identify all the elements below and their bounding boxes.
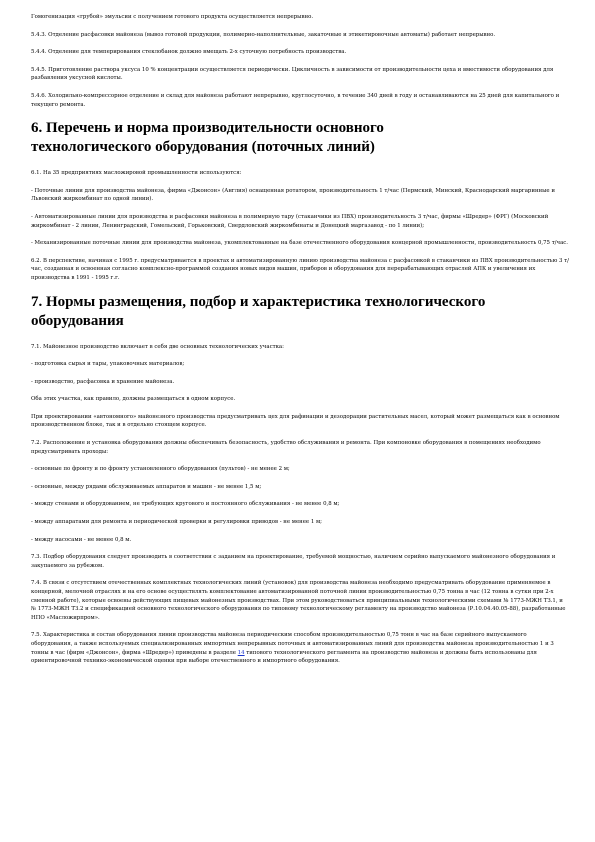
paragraph-homogenization: Гомогенизация «грубой» эмульсии с получением готового продукта осуществляется непрерывно. [31, 14, 314, 20]
paragraph-6-1-schroeder: - Автоматизированные линии для производства и расфасовки майонеза в полимерную тару (стаканчики из ПВХ) производительность 3 т/час, фирмы «Шредер» (ФРГ) (Московский жиркомбинат - 2 линии, Ленинградский, Гомельский, Горьковский, Свердловский жиркомбинаты и Донецкий маргазавод - по 1 линии); [31, 213, 549, 229]
list-item-passage-pumps: - между насосами - не менее 0,8 м. [31, 536, 132, 543]
list-item-passage-walls: - между стенами и оборудованием, не требующих кругового и постоянного обслуживания - не менее 0,8 м; [31, 501, 340, 508]
paragraph-7-1: 7.1. Майонезное производство включает в себя две основных технологических участка: [31, 343, 284, 350]
section-7-heading: 7. Нормы размещения, подбор и характеристика технологического оборудования [31, 293, 486, 329]
paragraph-7-4: 7.4. В связи с отсутствием отечественных комплектных технологических линий (установок) для производства майонеза необходимо предусматривать оборудование применяемое в концерной, мелочной отраслях и на его основе осуществлять комплектование автоматизированной поточной линии производительностью 0,75 тонна в час (12 тонна в сутки при 2-х сменной работе), которые освоены действующих пищевых майонезных производствах. При этом руководствоваться принципиальными технологическими схемами № 1773-МЖН ТЗ.1, и № 1773-МЖН ТЗ.2 и спецификацией основного технологического оборудования по типовому технологическому регламенту на производство майонеза (Р.10.04.40.05-88), разработанные НПО «Масложирпром». [31, 580, 566, 621]
paragraph-7-5-text-end: типового технологического регламента на производство майонеза и должны быть использованы для ориентировочной технико-экономической оценки при выборе отечественного и импортного оборудования. [31, 649, 537, 665]
paragraph-7-2: 7.2. Расположение и установка оборудования должны обеспечивать безопасность, удобство обслуживания и ремонта. При компоновке оборудования в помещениях необходимо предусматривать проходы: [31, 440, 541, 455]
paragraph-6-1: 6.1. На 35 предприятиях масложировой промышленности используются: [31, 170, 242, 177]
section-14-link[interactable]: 14 [237, 649, 245, 656]
paragraph-5-4-4: 5.4.4. Отделение для темперирования стеклобанок должно вмещать 2-х суточную потребность производства. [31, 49, 347, 56]
section-6-heading: 6. Перечень и норма производительности основного технологического оборудования (поточных линий) [31, 120, 384, 156]
paragraph-6-2: 6.2. В перспективе, начиная с 1995 г. предусматривается в проектах и автоматизированную линию производства майонеза с расфасовкой в стаканчики из ПВХ производительностью 3 т/час, созданная и освоенная согласно комплексно-программой создания новых видов машин, приборов и оборудования для перерабатывающих отраслей АПК и увеличения их производства в 1991 - 1995 г.г. [31, 257, 569, 281]
list-item-passage-repair: - между аппаратами для ремонта и периодической проверки и регулировки приводов - не менее 1 м; [31, 519, 322, 526]
paragraph-7-5-text: 7.5. Характеристика и состав оборудования линии производства майонеза периодическим способом производительностью 0,75 тонн в час на базе серийного выпускаемого оборудования, а также используемых специализированных импортных непрерывных поточных и автоматизированных линий для производства майонеза производительностью 1 и 3 тонны в час (фирм «Джонсон», фирма «Шредер») приведены в разделе [31, 632, 554, 656]
paragraph-7-5 [31, 631, 569, 665]
paragraph-same-building: Оба этих участка, как правило, должны размещаться в одном корпусе. [31, 396, 236, 403]
paragraph-6-1-mechanized: - Механизированные поточные линии для производства майонеза, укомплектованные на базе отечественного оборудования концерной промышленности, производительность 0,75 т/час. [31, 240, 569, 247]
list-item-passage-front: - основные по фронту и по фронту установленного оборудования (пультов) - не менее 2 м; [31, 466, 290, 473]
paragraph-5-4-3: 5.4.3. Отделение расфасовки майонеза (вывоз готовой продукции, полимерно-наполнительные, закаточные и этикетировочные автоматы) работает непрерывно. [31, 31, 496, 38]
list-item-passage-rows: - основные, между рядами обслуживаемых аппаратов и машин - не менее 1,5 м; [31, 483, 262, 490]
paragraph-7-3: 7.3. Подбор оборудования следует производить в соответствии с заданием на проектирование, требуемой мощностью, наличием серийно выпускаемого майонезного оборудования и закупаемого за рубежом. [31, 554, 556, 569]
list-item-production: - производство, расфасовка и хранение майонеза. [31, 378, 175, 385]
paragraph-5-4-6: 5.4.6. Холодильно-компрессорное отделение и склад для майонеза работают непрерывно, круглосуточно, в течение 340 дней в году и останавливаются на 25 дней для капитального и текущего ремонта. [31, 92, 560, 108]
list-item-raw-materials: - подготовка сырья и тары, упаковочных материалов; [31, 361, 185, 368]
paragraph-5-4-5: 5.4.5. Приготовление раствора уксуса 10 % концентрации осуществляется периодически. Цикличность в зависимости от производительности цеха и вместимости оборудования для разбавления уксусной кислоты. [31, 66, 554, 82]
paragraph-6-1-johnson: - Поточные линии для производства майонеза, фирма «Джонсон» (Англия) оснащенная ротатором, производительность 1 т/час (Пермский, Минский, Краснодарский маргаринные и Львовский жиркомбинат по одной линии). [31, 187, 555, 203]
paragraph-autonomous-production: При проектировании «автономного» майонезного производства предусматривать цех для рафинации и дезодорации растительных масел, который может размещаться как в основном производственном блоке, так и в отдельно стоящем корпусе. [31, 413, 560, 429]
